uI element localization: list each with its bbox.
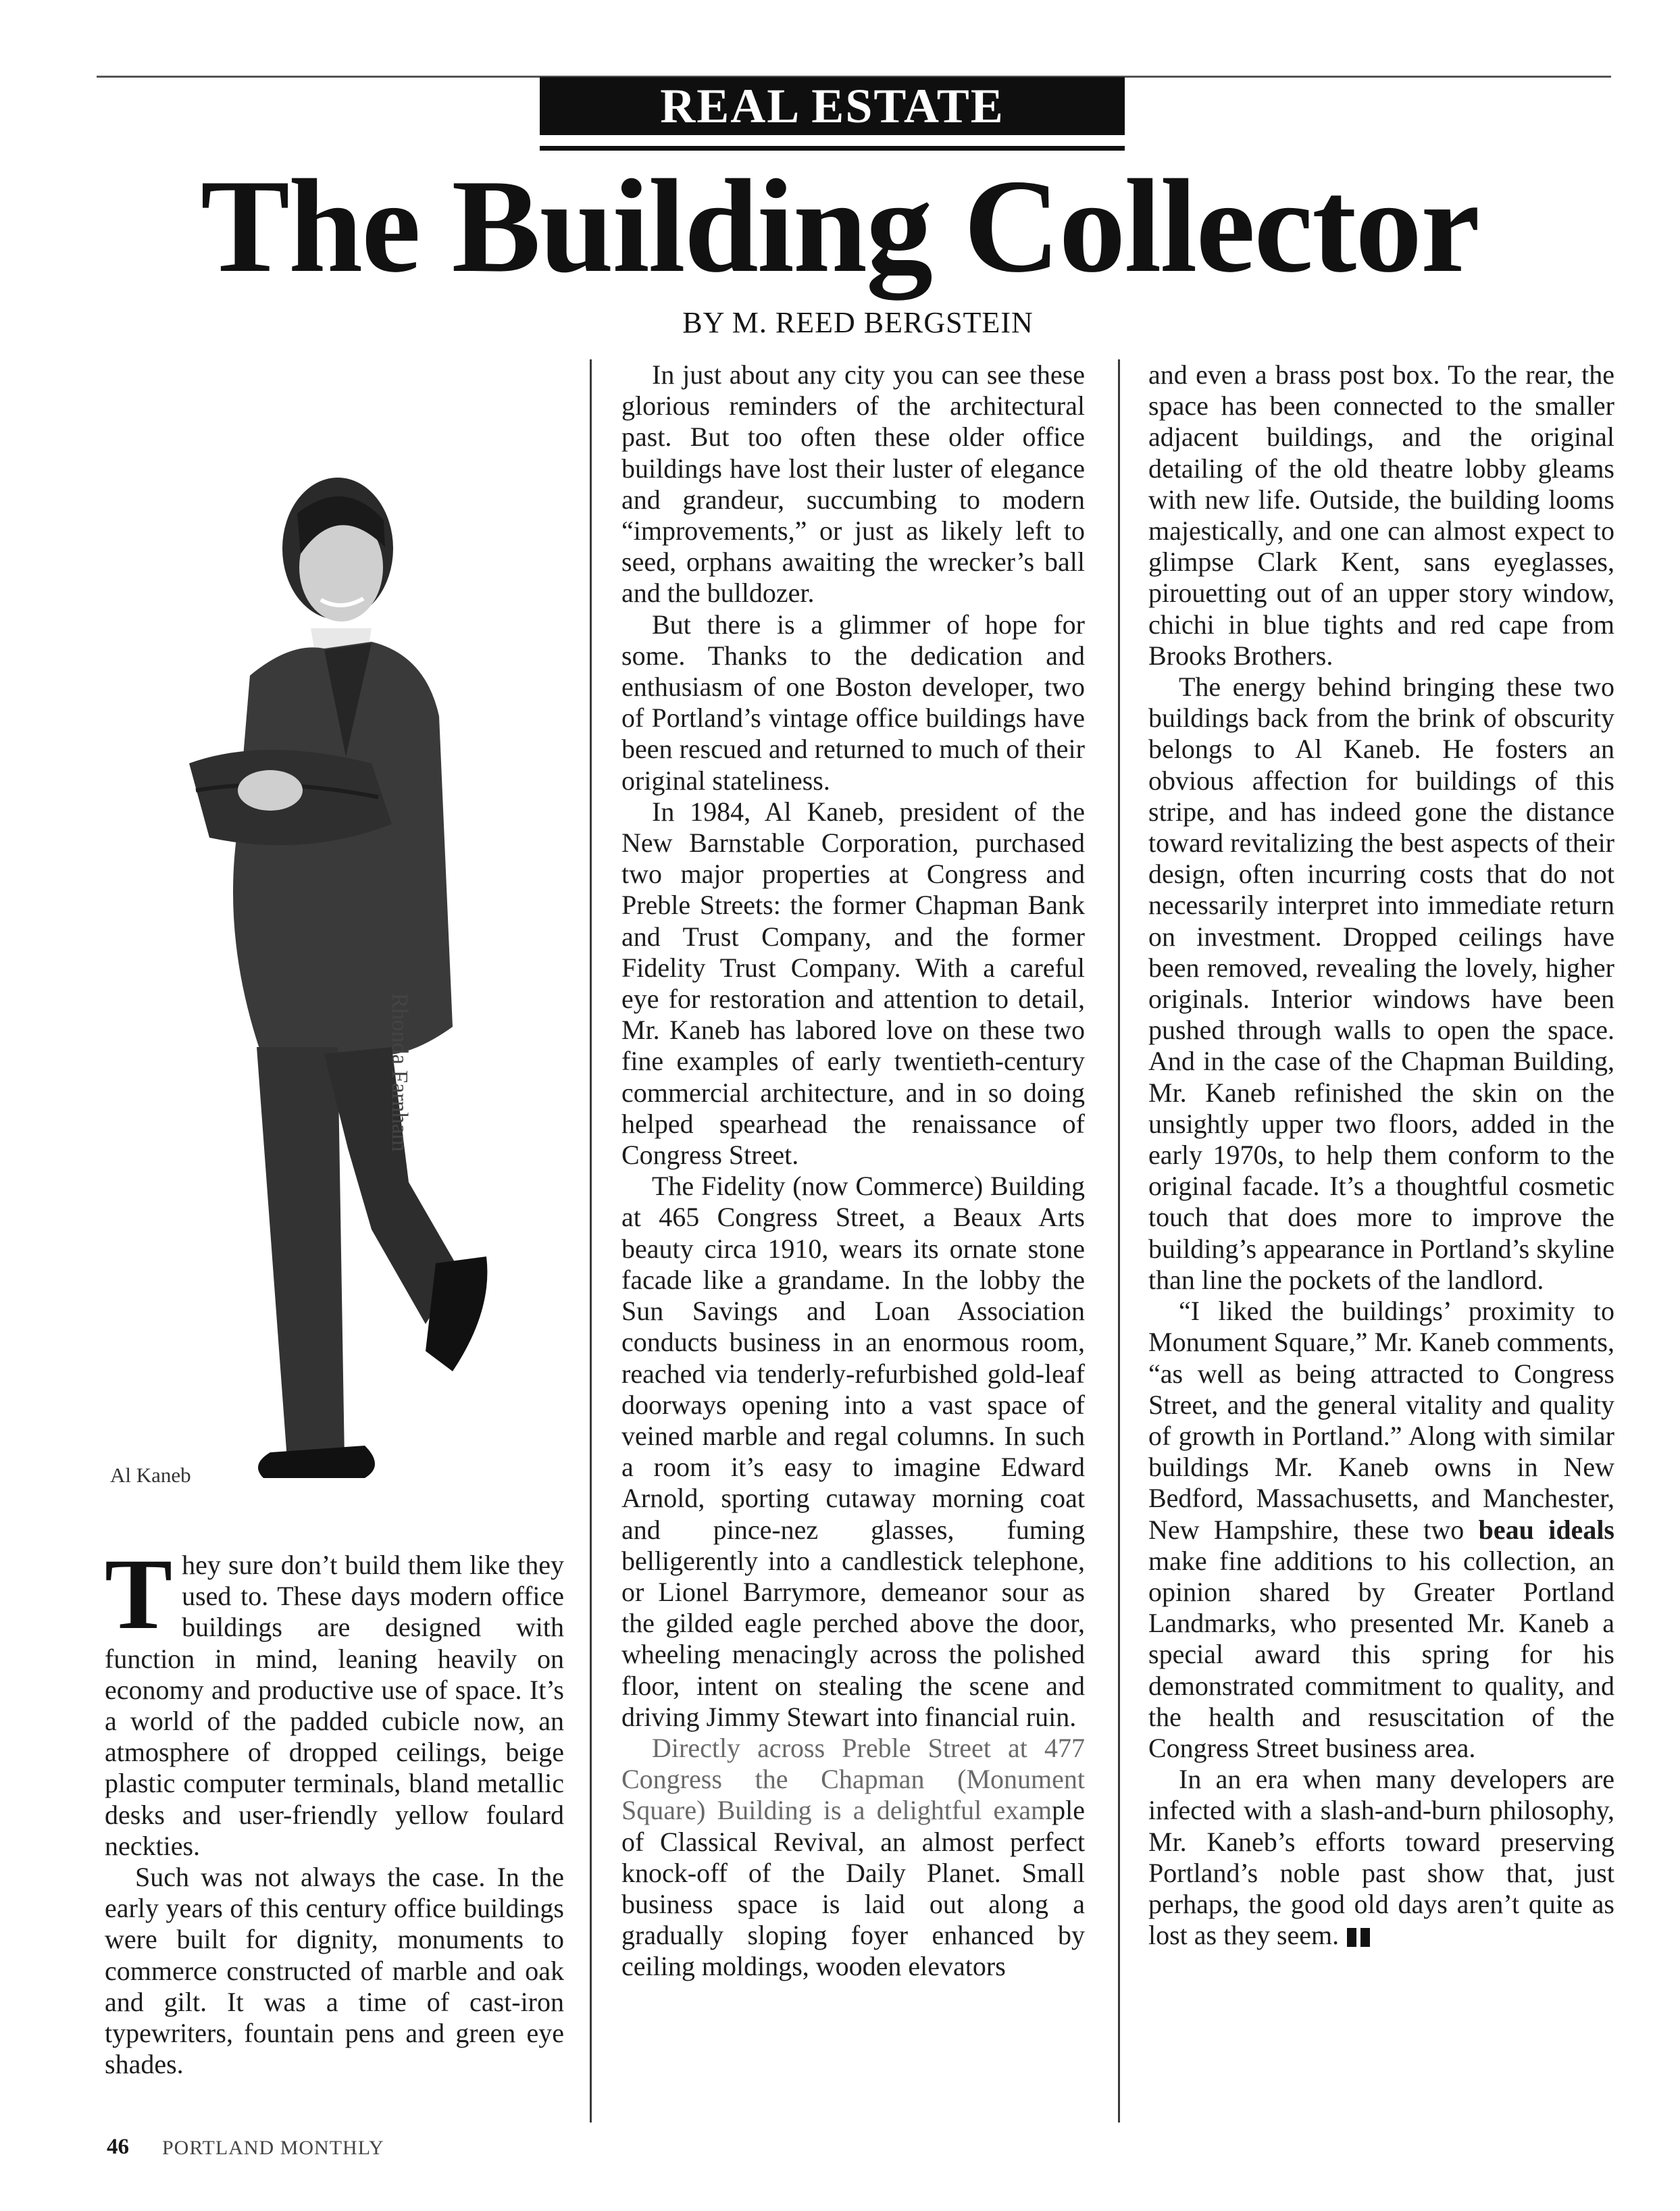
byline: BY M. REED BERGSTEIN <box>682 306 1034 339</box>
paragraph-text: make fine additions to his collection, an opinion shared by Greater Portland Landmarks, who presented Mr. Kaneb a special award this spring for his demonstrated commitment to quality, and the health and resuscitation of the Congress Street business area. <box>1148 1545 1614 1763</box>
article-column-3 <box>1148 359 1614 1951</box>
section-label: REAL ESTATE <box>540 77 1125 135</box>
article-column-2 <box>621 359 1085 1983</box>
paragraph <box>1148 1764 1614 1951</box>
article-headline: The Building Collector <box>200 152 1479 300</box>
end-mark <box>1347 1928 1356 1947</box>
article-column-1 <box>105 1538 564 2080</box>
paragraph-text: ple of Classical Revival, an almost perfect knock-off of the Daily Planet. Small business space is laid out along a gradually sloping foyer enhanced by ceiling moldings, wooden elevators <box>621 1795 1085 1982</box>
paragraph-text: In an era when many developers are infected with a slash-and-burn philosophy, Mr. Kaneb’s efforts toward preserving Portland’s noble past show that, just perhaps, the good old days aren’t quite as lost as they seem. <box>1148 1764 1614 1951</box>
paragraph: In just about any city you can see these glorious reminders of the architectural past. But too often these older office buildings have lost their luster of elegance and grandeur, succumbing to modern “improvements,” or just as likely left to seed, orphans awaiting the wrecker’s ball and the bulldozer. <box>621 359 1085 609</box>
paragraph-text: hey sure don’t build them like they used to. These days modern office buildings are designed with function in mind, leaning heavily on economy and productive use of space. It’s a world of the padded cubicle now, an atmosphere of dropped ceilings, beige plastic computer terminals, bland metallic desks and user-friendly yellow foulard neckties. <box>105 1550 564 1861</box>
paragraph-text: “I liked the buildings’ proximity to Monument Square,” Mr. Kaneb comments, “as well as being attracted to Congress Street, and the general vitality and quality of growth in Portland.” Along with similar buildings Mr. Kaneb owns in New Bedford, Massachusetts, and Manchester, New Hampshire, these two <box>1148 1296 1614 1545</box>
drop-cap: T <box>105 1538 173 1650</box>
paragraph: But there is a glimmer of hope for some. Thanks to the dedication and enthusiasm of one Boston developer, two of Portland’s vintage office buildings have been rescued and returned to much of their original stateliness. <box>621 609 1085 796</box>
emphasis-text: beau ideals <box>1478 1514 1614 1545</box>
faded-text: Directly across Preble Street at 477 Congress the Chapman (Monument Square) Building is a delightful exam <box>621 1732 1085 1826</box>
paragraph: The Fidelity (now Commerce) Building at 465 Congress Street, a Beaux Arts beauty circa 1910, wears its ornate stone facade like a grandame. In the lobby the Sun Savings and Loan Association conducts business in an enormous room, reached via tenderly-refurbished gold-leaf doorways opening into a vast space of veined marble and regal columns. In such a room it’s easy to imagine Edward Arnold, sporting cutaway morning coat and pince-nez glasses, fuming belligerently into a candlestick telephone, or Lionel Barrymore, demeanor sour as the gilded eagle perched above the door, wheeling menacingly across the polished floor, intent on stealing the scene and driving Jimmy Stewart into financial ruin. <box>621 1171 1085 1732</box>
paragraph <box>1148 1296 1614 1764</box>
end-mark <box>1360 1928 1370 1947</box>
portrait-photo <box>169 473 520 1479</box>
paragraph: and even a brass post box. To the rear, the space has been connected to the smaller adjacent buildings, and the original detailing of the old theatre lobby gleams with new life. Outside, the building looms majestically, and one can almost expect to glimpse Clark Kent, sans eyeglasses, pirouetting out of an upper story window, chichi in blue tights and red cape from Brooks Brothers. <box>1148 359 1614 671</box>
paragraph: The energy behind bringing these two buildings back from the brink of obscurity belongs to Al Kaneb. He fosters an obvious affection for buildings of this stripe, and has indeed gone the distance toward revitalizing the best aspects of their design, often incurring costs that do not necessarily interpret into immediate return on investment. Dropped ceilings have been removed, revealing the lovely, higher originals. Interior windows have been pushed through walls to open the space. And in the case of the Chapman Building, Mr. Kaneb refinished the skin on the unsightly upper two floors, added in the early 1970s, to help them conform to the original facade. It’s a thoughtful cosmetic touch that does more to improve the building’s appearance in Portland’s skyline than line the pockets of the landlord. <box>1148 671 1614 1295</box>
paragraph: Such was not always the case. In the early years of this century office buildings were built for dignity, monuments to commerce constructed of marble and oak and gilt. It was a time of cast-iron typewriters, fountain pens and green eye shades. <box>105 1862 564 2080</box>
photo-caption: Al Kaneb <box>110 1463 191 1487</box>
paragraph: In 1984, Al Kaneb, president of the New Barnstable Corporation, purchased two major properties at Congress and Preble Streets: the former Chapman Bank and Trust Company, and the former Fidelity Trust Company. With a careful eye for restoration and attention to detail, Mr. Kaneb has labored love on these two fine examples of early twentieth-century commercial architecture, and in so doing helped spearhead the renaissance of Congress Street. <box>621 796 1085 1171</box>
publication-name: PORTLAND MONTHLY <box>162 2137 384 2159</box>
photo-credit: Rhonda Farnham <box>387 993 412 1152</box>
column-divider-left <box>590 359 592 2123</box>
page-number: 46 <box>107 2135 129 2159</box>
column-divider-right <box>1118 359 1120 2123</box>
paragraph <box>105 1538 564 1862</box>
paragraph <box>621 1733 1085 1983</box>
